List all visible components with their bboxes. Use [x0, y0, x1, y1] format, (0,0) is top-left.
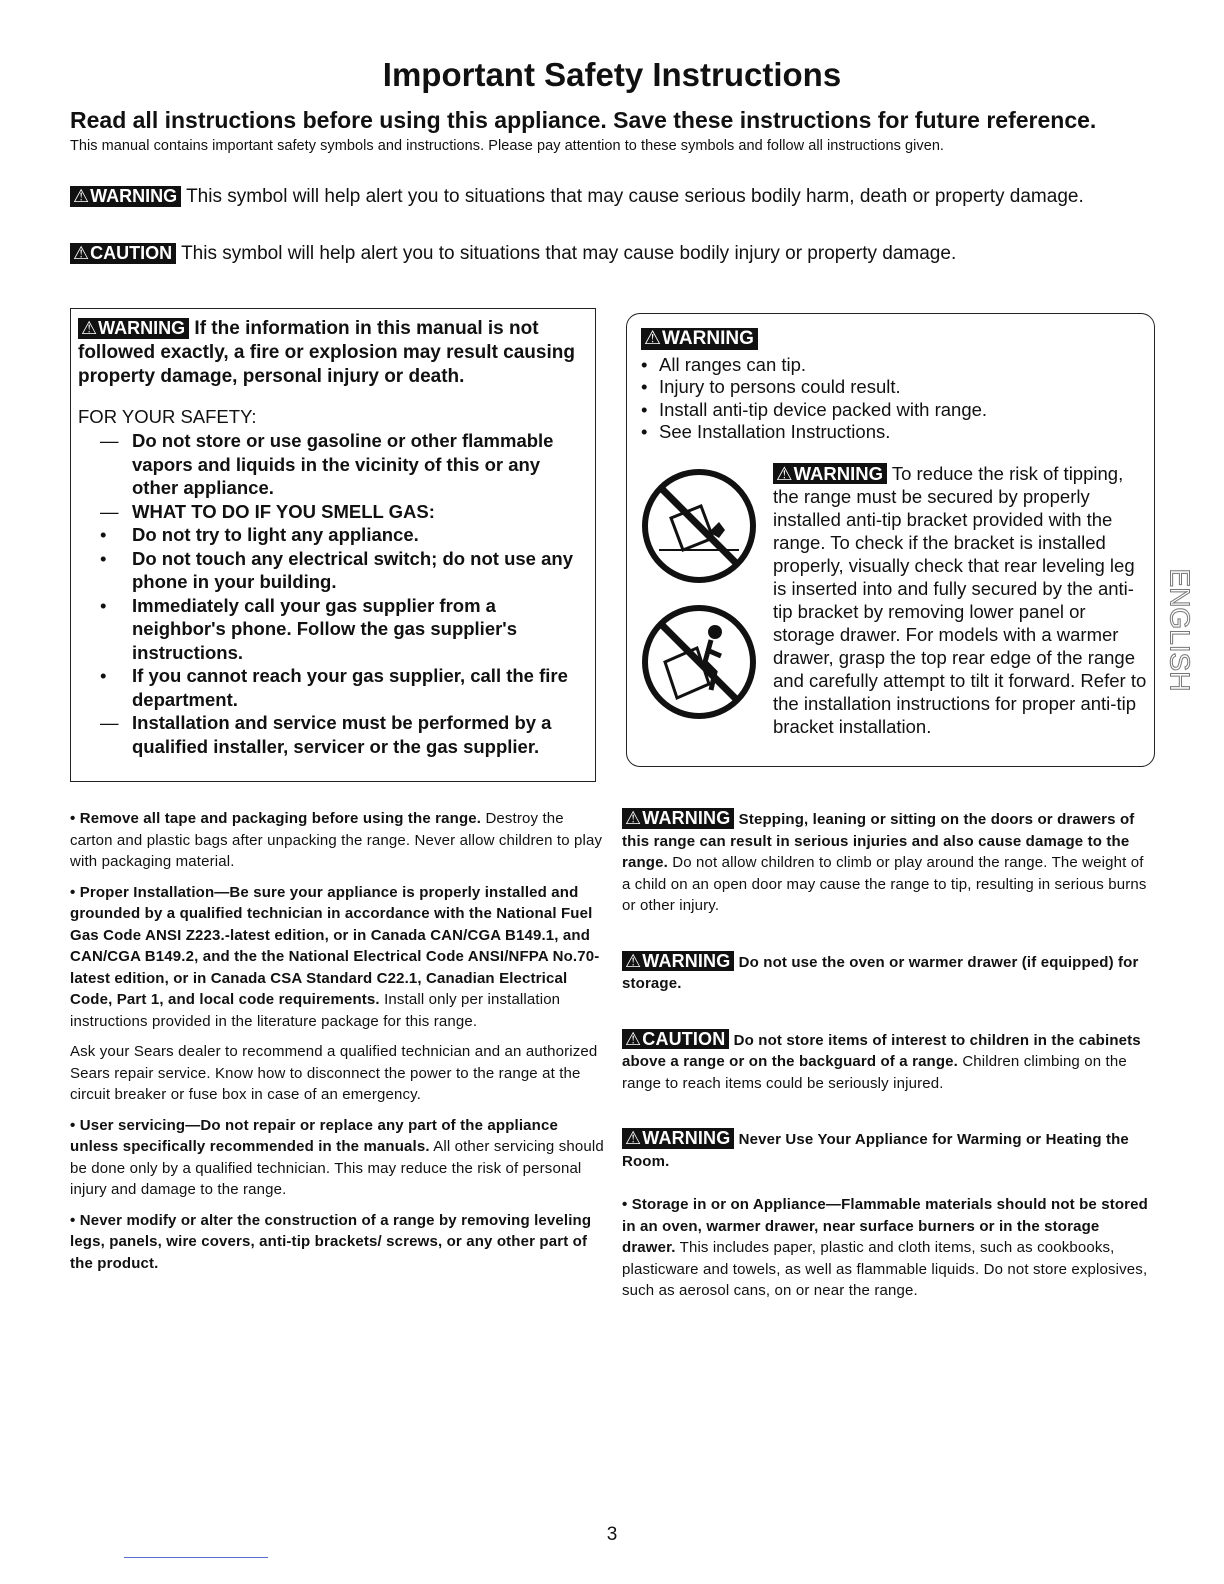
packaging-paragraph: • Remove all tape and packaging before using the range. Destroy the carton and plastic bags after unpacking the range. Never allow children to play with packaging material.	[70, 810, 603, 870]
list-item: • Do not touch any electrical switch; do not use any phone in your building.	[100, 547, 573, 592]
warning-badge: ⚠WARNING	[70, 186, 181, 207]
for-your-safety-heading: FOR YOUR SAFETY:	[78, 406, 257, 427]
side-tab-english	[1158, 560, 1198, 700]
heating-warning: ⚠WARNING Never Use Your Appliance for Warming or Heating the Room.	[622, 1128, 1129, 1170]
flammable-storage-paragraph: • Storage in or on Appliance—Flammable materials should not be stored in an oven, warmer drawer, near surface burners or in the storage drawer. This includes paper, plastic and cloth items, such as cookbooks, plasticware and towels, as well as flammable liquids. Do not store explosives, such as aerosol cans, on or near the range.	[622, 1196, 1148, 1299]
caution-triangle-icon: ⚠	[73, 243, 90, 263]
list-item: • Immediately call your gas supplier from a neighbor's phone. Follow the gas supplier's instructions.	[100, 594, 517, 663]
list-item: — Installation and service must be performed by a qualified installer, servicer or the gas supplier.	[100, 712, 552, 757]
list-item: • If you cannot reach your gas supplier, call the fire department.	[100, 665, 568, 710]
warning-triangle-icon: ⚠	[644, 328, 662, 349]
warning-triangle-icon: ⚠	[81, 318, 98, 338]
intro-text: This manual contains important safety symbols and instructions. Please pay attention to these symbols and follow all instructions given.	[70, 138, 945, 154]
caution-symbol-text: This symbol will help alert you to situations that may cause bodily injury or property damage.	[181, 243, 957, 264]
warning-badge: ⚠WARNING	[78, 318, 189, 339]
page-title: Important Safety Instructions	[382, 56, 842, 93]
anti-tip-bullets	[641, 354, 1144, 444]
warning-badge: ⚠WARNING	[622, 808, 734, 829]
warning-badge: ⚠WARNING	[622, 1128, 734, 1149]
list-item: • Injury to persons could result.	[641, 376, 901, 398]
right-column	[622, 808, 1152, 1302]
modify-paragraph: • Never modify or alter the construction of a range by removing leveling legs, panels, wire covers, anti-tip brackets/ screws, or any other part of the product.	[70, 1211, 592, 1272]
anti-tip-warning-box	[626, 313, 1155, 767]
gas-warning-lead	[78, 317, 587, 389]
anti-tip-body	[773, 462, 1149, 738]
gas-warning-box	[70, 308, 596, 782]
warning-badge: ⚠WARNING	[773, 463, 887, 484]
page-number: 3	[606, 1524, 618, 1545]
warning-badge: ⚠WARNING	[641, 328, 758, 350]
storage-warning: ⚠WARNING Do not use the oven or warmer drawer (if equipped) for storage.	[622, 950, 1139, 992]
caution-badge: ⚠CAUTION	[622, 1029, 729, 1050]
list-item: — Do not store or use gasoline or other flammable vapors and liquids in the vicinity of this or any other appliance.	[100, 430, 554, 498]
warning-symbol-line	[70, 186, 1084, 208]
list-item: • See Installation Instructions.	[641, 421, 891, 443]
stepping-warning: ⚠WARNING Stepping, leaning or sitting on the doors or drawers of this range can result in serious injuries and also cause damage to the range. Do not allow children to climb or play around the range. The weight of a child on an open door may cause the range to tip, resulting in serious burns or other injury.	[622, 808, 1147, 914]
caution-badge: ⚠CAUTION	[70, 243, 176, 264]
caution-triangle-icon: ⚠	[625, 1028, 642, 1049]
list-item: • Do not try to light any appliance.	[100, 524, 419, 545]
anti-tip-body-text: To reduce the risk of tipping, the range must be secured by properly installed anti-tip bracket provided with the range. To check if the bracket is installed properly, visually check that rear leveling leg is inserted into and fully secured by the anti-tip bracket by removing lower panel or storage drawer. For models with a warmer drawer, grasp the top rear edge of the range and carefully attempt to tilt it forward. Refer to the installation instructions for proper anti-tip bracket installation.	[773, 463, 1147, 737]
list-item: — WHAT TO DO IF YOU SMELL GAS:	[100, 500, 435, 522]
gas-warning-lead-text: If the information in this manual is not followed exactly, a fire or explosion may result causing property damage, personal injury or death.	[78, 318, 575, 387]
installation-paragraph: • Proper Installation—Be sure your appliance is properly installed and grounded by a qualified technician in accordance with the National Fuel Gas Code ANSI Z223.-latest edition, or in Canada CAN/CGA B149.1, and CAN/CGA B149.2, and the the National Electrical Code ANSI/NFPA No.70-latest edition, or in Canada CSA Standard C22.1, Canadian Electrical Code, Part 1, and local code requirements. Install only per installation instructions provided in the literature package for this range.	[70, 883, 600, 1030]
warning-triangle-icon: ⚠	[73, 186, 90, 206]
no-climbing-on-range-icon	[639, 602, 759, 722]
warning-symbol-text: This symbol will help alert you to situations that may cause serious bodily harm, death or property damage.	[186, 186, 1084, 207]
gas-safety-list	[78, 429, 587, 758]
servicing-paragraph: • User servicing—Do not repair or replace any part of the appliance unless specifically recommended in the manuals. All other servicing should be done only by a qualified technician. This may reduce the risk of personal injury and damage to the range.	[70, 1116, 604, 1198]
no-tipping-range-icon	[639, 466, 759, 586]
left-column	[70, 808, 610, 1274]
page-subtitle: Read all instructions before using this appliance. Save these instructions for future reference.	[70, 107, 1097, 133]
caution-symbol-line	[70, 243, 956, 265]
sears-paragraph: Ask your Sears dealer to recommend a qualified technician and an authorized Sears repair service. Know how to disconnect the power to the range at the circuit breaker or fuse box in case of an emergency.	[70, 1043, 598, 1103]
warning-triangle-icon: ⚠	[625, 808, 642, 828]
list-item: • Install anti-tip device packed with range.	[641, 398, 988, 420]
footer-rule	[124, 1557, 268, 1558]
list-item: • All ranges can tip.	[641, 353, 807, 375]
warning-triangle-icon: ⚠	[625, 1128, 642, 1148]
warning-triangle-icon: ⚠	[776, 463, 793, 484]
children-caution: ⚠CAUTION Do not store items of interest to children in the cabinets above a range or on the backguard of a range. Children climbing on the range to reach items could be seriously injured.	[622, 1028, 1141, 1092]
warning-triangle-icon: ⚠	[625, 950, 642, 971]
warning-badge: ⚠WARNING	[622, 951, 734, 972]
side-tab-label: ENGLISH	[1164, 568, 1196, 692]
